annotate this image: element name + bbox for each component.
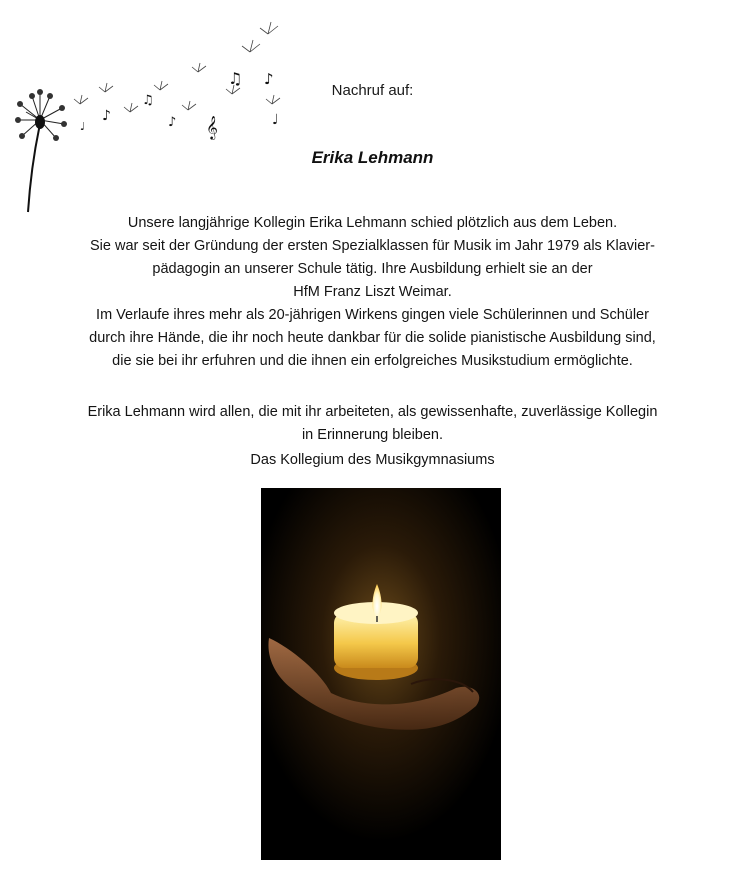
svg-text:♪: ♪ [102, 108, 111, 124]
text-line: Unsere langjährige Kollegin Erika Lehmann schied plötzlich aus dem Leben. [127, 215, 618, 231]
obituary-paragraph-1 [0, 212, 737, 373]
signature: Das Kollegium des Musikgymnasiums [250, 452, 495, 468]
text-line: in Erinnerung bleiben. [301, 427, 444, 443]
svg-text:♫: ♫ [142, 93, 154, 108]
obituary-label: Nachruf auf: [331, 82, 414, 99]
candle-in-hand-photo [261, 488, 501, 860]
obituary-paragraph-2 [0, 401, 737, 447]
svg-text:♫: ♫ [228, 69, 243, 88]
dandelion-music-notes-decoration [10, 12, 300, 217]
text-line: pädagogin an unserer Schule tätig. Ihre Ausbildung erhielt sie an der [152, 261, 593, 277]
text-line: die sie bei ihr erfuhren und die ihnen ein erfolgreiches Musikstudium ermöglichte. [112, 353, 633, 369]
svg-text:♪: ♪ [264, 70, 274, 88]
text-line: durch ihre Hände, die ihr noch heute dankbar für die solide pianistische Ausbildung sind, [89, 330, 656, 346]
text-line: Sie war seit der Gründung der ersten Spezialklassen für Musik im Jahr 1979 als Klavier- [90, 238, 655, 254]
deceased-name: Erika Lehmann [311, 148, 434, 167]
svg-text:♪: ♪ [168, 115, 177, 130]
svg-text:𝄞: 𝄞 [206, 115, 218, 139]
text-line: Im Verlaufe ihres mehr als 20-jährigen Wirkens gingen viele Schülerinnen und Schüler [96, 307, 649, 323]
text-line: Erika Lehmann wird allen, die mit ihr arbeiteten, als gewissenhafte, zuverlässige Kollegin [87, 404, 658, 420]
text-line: HfM Franz Liszt Weimar. [293, 284, 452, 300]
svg-text:♩: ♩ [80, 120, 86, 133]
svg-text:♩: ♩ [272, 112, 279, 128]
